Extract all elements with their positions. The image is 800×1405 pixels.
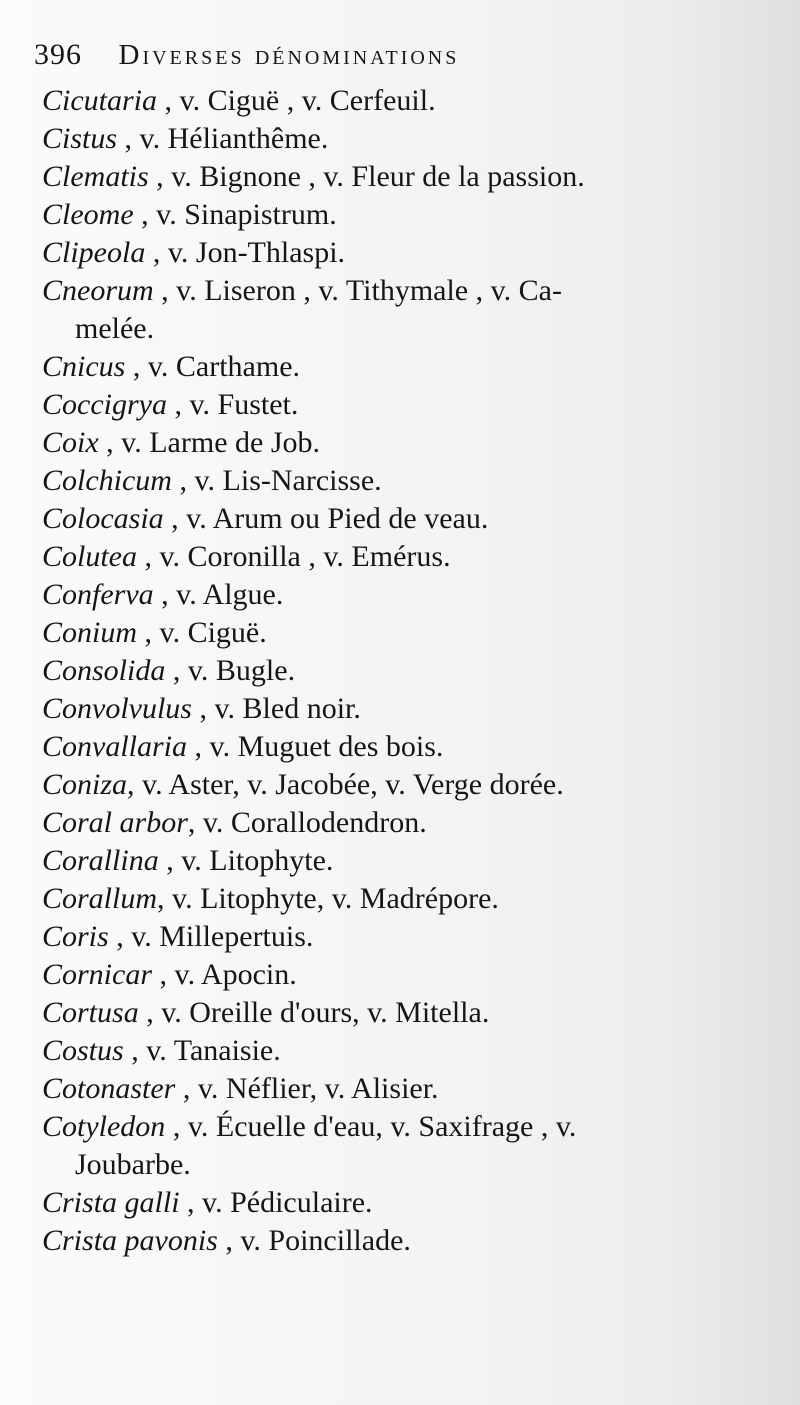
latin-name: Cornicar xyxy=(42,958,153,991)
cross-reference: , v. Tanaisie. xyxy=(123,1034,281,1067)
list-item xyxy=(42,500,775,538)
latin-name: Cistus xyxy=(42,122,118,155)
cross-reference: , v. Bled noir. xyxy=(192,692,361,725)
cross-reference: , v. Litophyte, v. Madrépore. xyxy=(157,882,499,915)
cross-reference: , v. Néflier, v. Alisier. xyxy=(175,1072,439,1105)
latin-name: Corallina xyxy=(42,844,159,877)
list-item xyxy=(42,82,775,120)
latin-name: Coix xyxy=(42,426,99,459)
list-item xyxy=(42,766,775,804)
list-item xyxy=(42,652,775,690)
list-item xyxy=(42,842,775,880)
latin-name: Cicutaria xyxy=(42,84,158,117)
latin-name: Cortusa xyxy=(42,996,139,1029)
list-item xyxy=(42,1070,775,1108)
cross-reference: , v. Arum ou Pied de veau. xyxy=(163,502,489,535)
latin-name: Conium xyxy=(42,616,138,649)
list-item xyxy=(42,690,775,728)
cross-reference: , v. Muguet des bois. xyxy=(187,730,444,763)
entry-list xyxy=(0,82,800,1260)
list-item xyxy=(42,1032,775,1070)
cross-reference: , v. Écuelle d'eau, v. Saxifrage , v. xyxy=(165,1110,577,1143)
cross-reference: , v. Litophyte. xyxy=(158,844,334,877)
list-item xyxy=(42,918,775,956)
latin-name: Coral arbor xyxy=(42,806,188,839)
cross-reference: , v. Jon-Thlaspi. xyxy=(145,236,346,269)
list-item xyxy=(42,1222,775,1260)
cross-reference: , v. Corallodendron. xyxy=(187,806,427,839)
list-item xyxy=(42,424,775,462)
cross-reference: , v. Larme de Job. xyxy=(98,426,320,459)
cross-reference: , v. Fustet. xyxy=(166,388,299,421)
list-item xyxy=(42,880,775,918)
cross-reference: , v. Hélianthême. xyxy=(117,122,329,155)
cross-reference: , v. Oreille d'ours, v. Mitella. xyxy=(138,996,490,1029)
latin-name: Coccigrya xyxy=(42,388,167,421)
list-item xyxy=(42,804,775,842)
latin-name: Consolida xyxy=(42,654,166,687)
latin-name: Convallaria xyxy=(42,730,188,763)
latin-name: Clipeola xyxy=(42,236,146,269)
latin-name: Cnicus xyxy=(42,350,126,383)
cross-reference: , v. Aster, v. Jacobée, v. Verge dorée. xyxy=(127,768,564,801)
cross-reference: , v. Ciguë , v. Cerfeuil. xyxy=(157,84,436,117)
page-header xyxy=(34,38,774,78)
latin-name: Crista pavonis xyxy=(42,1224,218,1257)
list-item xyxy=(42,196,775,234)
list-item xyxy=(42,728,775,766)
list-item xyxy=(42,462,775,500)
list-item xyxy=(42,386,775,424)
latin-name: Corallum xyxy=(42,882,158,915)
list-item xyxy=(42,576,775,614)
latin-name: Colutea xyxy=(42,540,137,573)
cross-reference: , v. Coronilla , v. Emérus. xyxy=(137,540,451,573)
cross-reference: , v. Millepertuis. xyxy=(108,920,314,953)
cross-reference: , v. Apocin. xyxy=(152,958,297,991)
latin-name: Convolvulus xyxy=(42,692,192,725)
page-number: 396 xyxy=(34,38,82,71)
list-item xyxy=(42,120,775,158)
latin-name: Cotyledon xyxy=(42,1110,166,1143)
list-item xyxy=(42,1184,775,1222)
latin-name: Clematis xyxy=(42,160,149,193)
cross-reference: , v. Liseron , v. Tithymale , v. Ca- xyxy=(153,274,562,307)
cross-reference: , v. Bignone , v. Fleur de la passion. xyxy=(148,160,585,193)
latin-name: Cotonaster xyxy=(42,1072,176,1105)
list-item xyxy=(42,272,775,348)
cross-reference: , v. Pédiculaire. xyxy=(179,1186,373,1219)
list-item xyxy=(42,994,775,1032)
latin-name: Conferva xyxy=(42,578,154,611)
latin-name: Coniza xyxy=(42,768,128,801)
list-item xyxy=(42,234,775,272)
continuation-line: melée. xyxy=(75,312,155,345)
list-item xyxy=(42,1108,775,1184)
list-item xyxy=(42,158,775,196)
latin-name: Cleome xyxy=(42,198,134,231)
list-item xyxy=(42,614,775,652)
latin-name: Coris xyxy=(42,920,109,953)
list-item xyxy=(42,348,775,386)
latin-name: Colchicum xyxy=(42,464,172,497)
cross-reference: , v. Lis-Narcisse. xyxy=(171,464,382,497)
latin-name: Costus xyxy=(42,1034,124,1067)
cross-reference: , v. Bugle. xyxy=(165,654,296,687)
running-title: Diverses dénominations xyxy=(118,39,460,71)
list-item xyxy=(42,956,775,994)
latin-name: Cneorum xyxy=(42,274,154,307)
latin-name: Colocasia xyxy=(42,502,164,535)
cross-reference: , v. Sinapistrum. xyxy=(133,198,337,231)
cross-reference: , v. Carthame. xyxy=(125,350,301,383)
cross-reference: , v. Algue. xyxy=(153,578,284,611)
latin-name: Crista galli xyxy=(42,1186,180,1219)
cross-reference: , v. Poincillade. xyxy=(217,1224,411,1257)
continuation-line: Joubarbe. xyxy=(75,1148,191,1181)
cross-reference: , v. Ciguë. xyxy=(137,616,267,649)
list-item xyxy=(42,538,775,576)
